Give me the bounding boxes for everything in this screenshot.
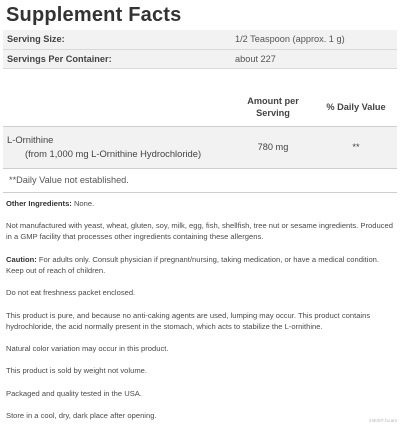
daily-value-footnote: **Daily Value not established. <box>9 175 129 185</box>
allergen-statement: Not manufactured with yeast, wheat, gluten, soy, milk, egg, fish, shellfish, tree nut or sesame ingredients. Produced in a GMP facility that processes other ingredients containing these allergens. <box>6 221 393 242</box>
daily-value-header: % Daily Value <box>326 101 386 112</box>
other-ingredients-label: Other Ingredients: <box>6 199 72 208</box>
serving-size-row <box>3 30 397 49</box>
servings-per-container-value: about 227 <box>235 53 276 64</box>
servings-per-container-label: Servings Per Container: <box>7 53 112 64</box>
serving-size-value: 1/2 Teaspoon (approx. 1 g) <box>235 34 345 45</box>
freshness-packet-note: Do not eat freshness packet enclosed. <box>6 288 136 298</box>
ingredient-name-cell <box>3 126 231 168</box>
ingredient-amount: 780 mg <box>257 142 289 152</box>
table-spacer <box>3 68 397 88</box>
caution-label: Caution: <box>6 254 37 264</box>
caution-value: For adults only. Consult physician if pregnant/nursing, taking medication, or have a medical condition. Keep out of reach of children. <box>6 254 379 275</box>
servings-per-container-row <box>3 49 397 68</box>
supplement-facts-table <box>3 30 397 193</box>
ingredient-daily-value: ** <box>352 142 360 152</box>
supplement-facts-title: Supplement Facts <box>6 4 182 26</box>
other-ingredients <box>6 198 398 209</box>
caution-statement <box>6 254 398 276</box>
packaged-usa-note: Packaged and quality tested in the USA. <box>6 388 142 398</box>
other-ingredients-value: None. <box>73 199 95 208</box>
ingredient-source: (from 1,000 mg L-Ornithine Hydrochloride) <box>25 148 202 159</box>
weight-note: This product is sold by weight not volume. <box>6 366 147 376</box>
serving-size-label: Serving Size: <box>7 34 65 45</box>
purity-note: This product is pure, and because no anti-caking agents are used, lumping may occur. This product contains hydrochloride, the acid normally present in the stomach, which acts to stabilize the L-ornithine. <box>6 310 371 331</box>
ingredient-name: L-Ornithine <box>7 134 54 145</box>
amount-per-serving-header: Amount per Serving <box>247 95 299 118</box>
product-notes <box>6 198 398 433</box>
footnote-row <box>3 168 397 192</box>
color-variation-note: Natural color variation may occur in this product. <box>6 343 169 353</box>
storage-note: Store in a cool, dry, dark place after opening. <box>6 411 157 421</box>
ingredient-row <box>3 126 397 168</box>
table-header-row <box>3 88 397 126</box>
watermark: iHErb®.bv.ars <box>369 418 397 423</box>
